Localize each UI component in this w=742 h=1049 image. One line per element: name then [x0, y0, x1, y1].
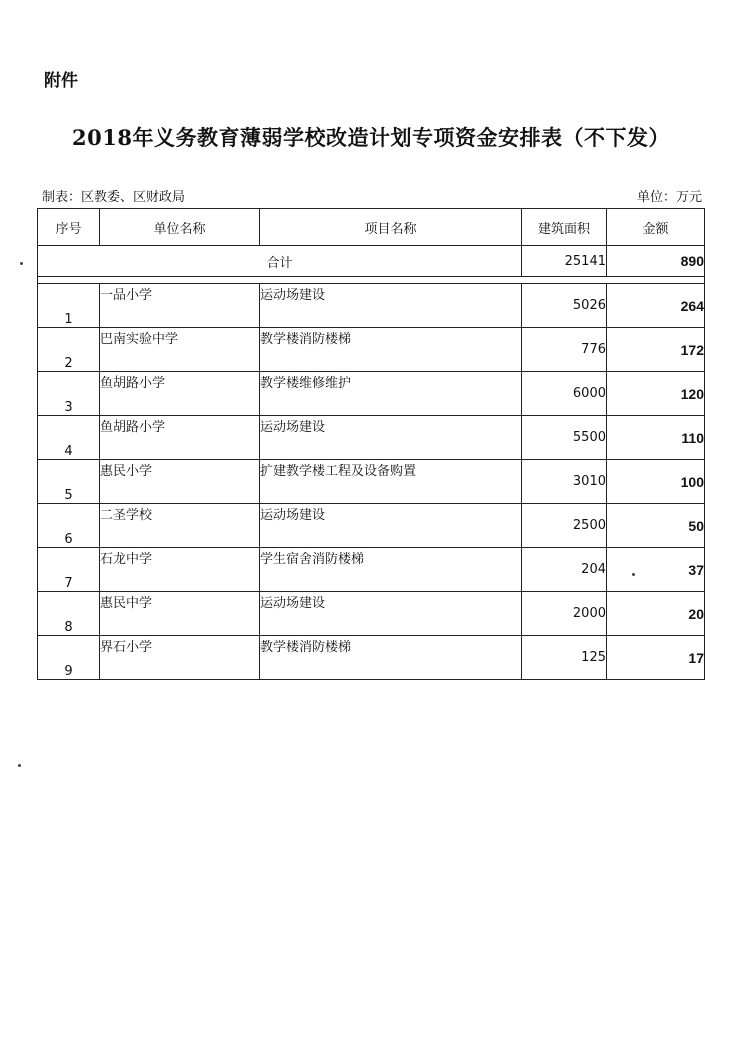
attachment-label: 附件	[44, 71, 78, 91]
row-area: 3010	[522, 460, 607, 504]
row-seq: 8	[38, 592, 100, 636]
row-area: 6000	[522, 372, 607, 416]
funding-table	[37, 208, 705, 680]
row-area: 776	[522, 328, 607, 372]
row-area: 5026	[522, 284, 607, 328]
row-seq: 6	[38, 504, 100, 548]
scan-speck	[20, 262, 23, 265]
document-title: 2018年义务教育薄弱学校改造计划专项资金安排表（不下发）	[72, 125, 670, 150]
header-project-name: 项目名称	[260, 209, 522, 246]
row-amount: 172	[607, 328, 705, 372]
total-area: 25141	[522, 246, 607, 277]
total-label: 合计	[38, 246, 522, 277]
row-seq: 9	[38, 636, 100, 680]
row-seq: 4	[38, 416, 100, 460]
row-project-name: 学生宿舍消防楼梯	[260, 548, 522, 592]
table-row	[38, 504, 705, 548]
row-unit-name: 惠民小学	[100, 460, 260, 504]
row-project-name: 运动场建设	[260, 592, 522, 636]
row-seq: 1	[38, 284, 100, 328]
total-row	[38, 246, 705, 277]
table-row	[38, 328, 705, 372]
table-row	[38, 284, 705, 328]
row-project-name: 运动场建设	[260, 284, 522, 328]
row-project-name: 教学楼维修维护	[260, 372, 522, 416]
prepared-by: 制表：区教委、区财政局	[42, 190, 186, 205]
table-row	[38, 548, 705, 592]
row-area: 2000	[522, 592, 607, 636]
row-unit-name: 石龙中学	[100, 548, 260, 592]
row-seq: 2	[38, 328, 100, 372]
table-row	[38, 592, 705, 636]
row-unit-name: 惠民中学	[100, 592, 260, 636]
row-project-name: 教学楼消防楼梯	[260, 328, 522, 372]
row-unit-name: 鱼胡路小学	[100, 416, 260, 460]
table-row	[38, 416, 705, 460]
row-amount: 100	[607, 460, 705, 504]
row-project-name: 运动场建设	[260, 416, 522, 460]
row-amount: 50	[607, 504, 705, 548]
row-project-name: 教学楼消防楼梯	[260, 636, 522, 680]
row-area: 204	[522, 548, 607, 592]
unit-label: 单位：万元	[636, 190, 702, 205]
row-project-name: 运动场建设	[260, 504, 522, 548]
row-unit-name: 界石小学	[100, 636, 260, 680]
scan-speck	[632, 573, 635, 576]
row-unit-name: 二圣学校	[100, 504, 260, 548]
row-seq: 7	[38, 548, 100, 592]
row-amount: 37	[607, 548, 705, 592]
row-gap	[38, 277, 705, 284]
row-unit-name: 巴南实验中学	[100, 328, 260, 372]
row-unit-name: 鱼胡路小学	[100, 372, 260, 416]
total-amount: 890	[607, 246, 705, 277]
row-area: 5500	[522, 416, 607, 460]
header-seq: 序号	[38, 209, 100, 246]
row-amount: 20	[607, 592, 705, 636]
table-header-row	[38, 209, 705, 246]
table-row	[38, 636, 705, 680]
row-seq: 5	[38, 460, 100, 504]
scan-speck	[18, 764, 21, 767]
header-unit-name: 单位名称	[100, 209, 260, 246]
header-area: 建筑面积	[522, 209, 607, 246]
row-amount: 110	[607, 416, 705, 460]
row-amount: 120	[607, 372, 705, 416]
row-project-name: 扩建教学楼工程及设备购置	[260, 460, 522, 504]
row-unit-name: 一品小学	[100, 284, 260, 328]
row-area: 125	[522, 636, 607, 680]
row-seq: 3	[38, 372, 100, 416]
table-row	[38, 372, 705, 416]
row-amount: 17	[607, 636, 705, 680]
header-amount: 金额	[607, 209, 705, 246]
row-amount: 264	[607, 284, 705, 328]
row-area: 2500	[522, 504, 607, 548]
table-row	[38, 460, 705, 504]
